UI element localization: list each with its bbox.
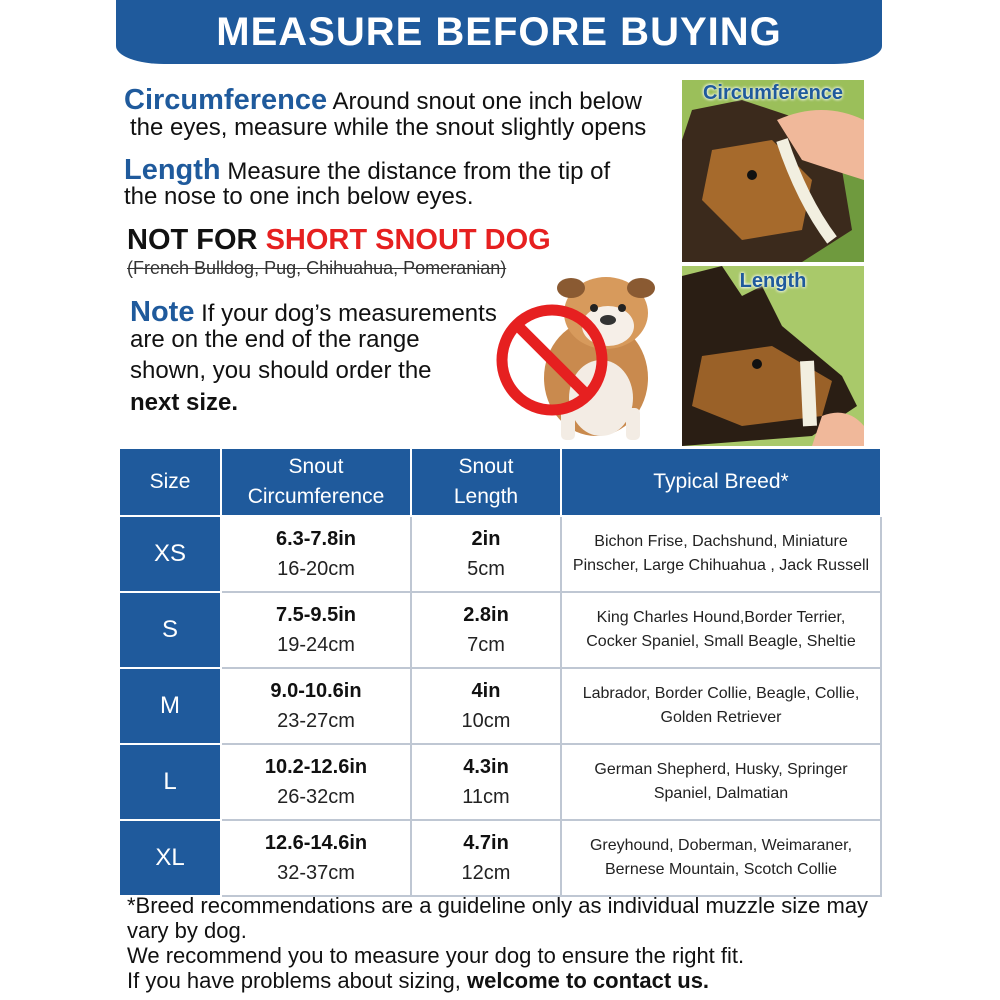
length-cell — [411, 516, 561, 592]
length-caption: Length — [739, 270, 807, 292]
footer-disclaimer: *Breed recommendations are a guideline only as individual muzzle size may vary by dog. — [127, 893, 869, 943]
size-cell: XL — [119, 820, 221, 896]
footer-contact — [127, 968, 887, 993]
contact-us-text: welcome to contact us. — [466, 968, 710, 993]
breed-cell: Bichon Frise, Dachshund, Miniature Pinscher, Large Chihuahua , Jack Russell — [561, 516, 881, 592]
length-inches: 4.7in — [463, 832, 509, 854]
circumference-cell — [221, 820, 411, 896]
length-instruction — [124, 156, 610, 186]
table-row — [119, 744, 881, 820]
circumference-cm: 26-32cm — [277, 786, 355, 808]
length-cm: 10cm — [461, 710, 511, 732]
short-snout-warning — [127, 224, 551, 257]
length-inches: 2in — [471, 528, 501, 550]
circumference-line1: Around snout one inch below — [332, 88, 642, 115]
circumference-inches: 9.0-10.6in — [270, 680, 362, 702]
length-cell — [411, 820, 561, 896]
note-line2: are on the end of the range — [130, 326, 420, 353]
circumference-inches: 7.5-9.5in — [275, 604, 357, 626]
circumference-cm: 23-27cm — [277, 710, 355, 732]
length-cell — [411, 744, 561, 820]
breed-cell: Greyhound, Doberman, Weimaraner, Bernese Mountain, Scotch Collie — [561, 820, 881, 896]
size-cell: XS — [119, 516, 221, 592]
length-photo — [682, 266, 864, 446]
footer-notes — [127, 893, 887, 993]
table-row — [119, 820, 881, 896]
circumference-instruction — [124, 86, 642, 116]
header-snout-length — [411, 448, 561, 516]
circumference-photo — [682, 80, 864, 262]
breed-cell: Labrador, Border Collie, Beagle, Collie, Golden Retriever — [561, 668, 881, 744]
note-line4: next size. — [130, 389, 239, 416]
footer-contact-text: If you have problems about sizing, — [127, 968, 461, 993]
length-inches: 4in — [471, 680, 501, 702]
header-circ-line1: Snout — [288, 455, 344, 478]
length-cell — [411, 668, 561, 744]
length-cell — [411, 592, 561, 668]
header-banner — [116, 0, 882, 64]
excluded-breeds: (French Bulldog, Pug, Chihuahua, Pomeranian) — [127, 258, 507, 278]
length-inches: 2.8in — [463, 604, 509, 626]
length-inches: 4.3in — [463, 756, 509, 778]
circumference-cell — [221, 668, 411, 744]
breed-cell: German Shepherd, Husky, Springer Spaniel, Dalmatian — [561, 744, 881, 820]
table-row — [119, 592, 881, 668]
warning-highlight: SHORT SNOUT DOG — [265, 224, 551, 256]
circumference-cm: 19-24cm — [277, 634, 355, 656]
note — [130, 298, 497, 328]
bulldog-prohibited-illustration — [486, 258, 676, 448]
circumference-cell — [221, 592, 411, 668]
circumference-inches: 10.2-12.6in — [264, 756, 368, 778]
header-typical-breed: Typical Breed* — [561, 448, 881, 516]
length-cm: 12cm — [461, 862, 511, 884]
circumference-line2: the eyes, measure while the snout slightly opens — [130, 114, 647, 141]
length-cm: 7cm — [467, 634, 505, 656]
page-title: MEASURE BEFORE BUYING — [216, 10, 782, 54]
circumference-keyword: Circumference — [124, 84, 328, 116]
length-line1: Measure the distance from the tip of — [227, 158, 611, 185]
circumference-inches: 6.3-7.8in — [275, 528, 357, 550]
header-size: Size — [119, 448, 221, 516]
table-row — [119, 668, 881, 744]
circumference-inches: 12.6-14.6in — [264, 832, 368, 854]
note-keyword: Note — [130, 296, 195, 328]
table-row — [119, 516, 881, 592]
header-len-line2: Length — [453, 485, 519, 508]
dog-measure-circumference-image — [682, 80, 864, 262]
length-keyword: Length — [124, 154, 221, 186]
header-circ-line2: Circumference — [247, 485, 385, 508]
circumference-cell — [221, 516, 411, 592]
circumference-caption: Circumference — [702, 82, 844, 104]
note-line3: shown, you should order the — [130, 357, 432, 384]
breed-cell: King Charles Hound,Border Terrier, Cocker Spaniel, Small Beagle, Sheltie — [561, 592, 881, 668]
length-cm: 11cm — [462, 786, 510, 808]
length-cm: 5cm — [467, 558, 505, 580]
header-len-line1: Snout — [458, 455, 514, 478]
circumference-cm: 16-20cm — [277, 558, 355, 580]
footer-recommendation: We recommend you to measure your dog to ensure the right fit. — [127, 943, 745, 968]
size-cell: S — [119, 592, 221, 668]
note-line1: If your dog’s measurements — [201, 300, 497, 327]
size-cell: M — [119, 668, 221, 744]
size-chart-table — [118, 447, 882, 897]
header-snout-circumference — [221, 448, 411, 516]
warning-prefix: NOT FOR — [127, 224, 258, 256]
length-line2: the nose to one inch below eyes. — [124, 183, 474, 210]
circumference-cell — [221, 744, 411, 820]
circumference-cm: 32-37cm — [277, 862, 355, 884]
dog-measure-length-image — [682, 266, 864, 446]
table-header-row — [119, 448, 881, 516]
size-cell: L — [119, 744, 221, 820]
